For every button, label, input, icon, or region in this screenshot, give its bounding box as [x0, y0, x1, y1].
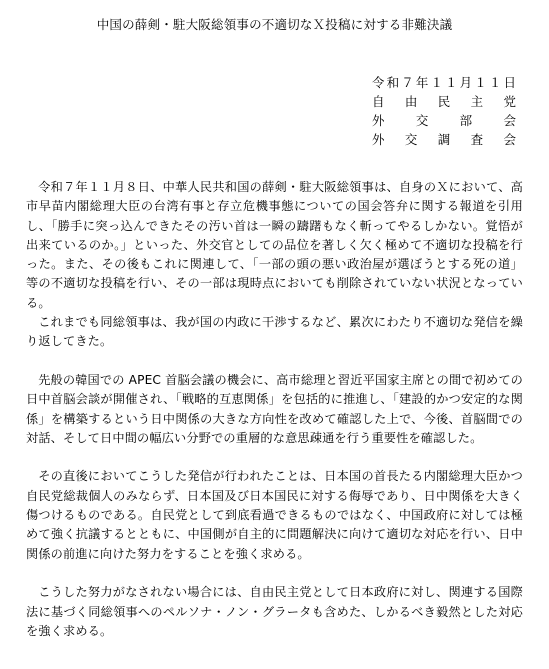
issuer-char: 調	[437, 132, 451, 147]
document-title: 中国の薛剣・駐大阪総領事の不適切なＸ投稿に対する非難決議	[96, 17, 453, 32]
issuer-char: 外	[372, 132, 385, 147]
issuer-division	[372, 111, 516, 130]
issuer-council	[372, 130, 516, 149]
issuer-char: 党	[503, 94, 516, 109]
paragraph-incident: 令和７年１１月８日、中華人民共和国の薛剣・駐大阪総領事は、自身のＸにおいて、高市早苗内閣総理大臣の台湾有事と存立危機事態についての国会答弁に関する報道を引用し、「勝手に突っ込んできたその汚い首は一瞬の躊躇もなく斬ってやるしかない。覚悟が出来ているのか。」といった、外交官としての品位を著しく欠く極めて不適切な投稿を行った。また、その後もこれに関連して、「一部の頭の悪い政治屋が選ぼうとする死の道」等の不適切な投稿を行い、その一部は現時点においても削除されていない状況となっている。	[26, 180, 523, 310]
issuer-char: 外	[372, 113, 385, 128]
issuer-char: 会	[503, 132, 516, 147]
issuer-char: ７	[401, 75, 414, 90]
paragraph-gap	[26, 352, 523, 371]
issuer-char: 会	[503, 113, 516, 128]
issuer-char: １	[445, 75, 458, 90]
issuer-char: １	[488, 75, 502, 90]
issuer-char: 主	[470, 94, 484, 109]
issuer-char: １	[430, 75, 443, 90]
issuer-party	[372, 92, 516, 111]
issuer-char: 令	[372, 75, 385, 90]
document-date	[372, 73, 516, 92]
issuer-char: 自	[372, 94, 385, 109]
issuer-char: 和	[386, 75, 400, 90]
issuer-char: 日	[503, 75, 516, 90]
paragraph-summit: 先般の韓国での APEC 首脳会議の機会に、高市総理と習近平国家主席との間で初めての日中首脳会談が開催され、「戦略的互恵関係」を包括的に推進し、「建設的かつ安定的な関係」を構築するという日中関係の大きな方向性を改めて確認した上で、今後、首脳間での対話、そして日中間の幅広い分野での重層的な意思疎通を行う重要性を確認した。	[26, 372, 523, 445]
issuer-char: １	[474, 75, 487, 90]
issuer-char: 交	[404, 132, 418, 147]
paragraph-gap	[26, 448, 523, 467]
paragraph-demand: こうした努力がなされない場合には、自由民主党として日本政府に対し、関連する国際法に基づく同総領事へのペルソナ・ノン・グラータも含めた、しかるべき毅然とした対応を強く求める。	[26, 585, 523, 638]
issuer-char: 査	[470, 132, 484, 147]
issuer-char: 月	[459, 75, 473, 90]
resolution-body	[26, 178, 523, 641]
issuer-char: 部	[459, 113, 473, 128]
paragraph-gap	[26, 564, 523, 583]
paragraph-history: これまでも同総領事は、我が国の内政に干渉するなど、累次にわたり不適切な発信を繰り返してきた。	[26, 315, 523, 349]
issuer-char: 交	[415, 113, 429, 128]
issuer-char: 民	[437, 94, 451, 109]
issuer-block	[372, 73, 516, 149]
issuer-char: 由	[404, 94, 418, 109]
paragraph-protest: その直後においてこうした発信が行われたことは、日本国の首長たる内閣総理大臣かつ自民党総裁個人のみならず、日本国及び日本国民に対する侮辱であり、日中関係を大きく傷つけるものである。自民党として到底看過できるものではなく、中国政府に対しては極めて強く抗議するとともに、中国側が自主的に問題解決に向けて適切な対応を行い、日中関係の前進に向けた努力をすることを強く求める。	[26, 469, 523, 561]
issuer-char: 年	[415, 75, 429, 90]
